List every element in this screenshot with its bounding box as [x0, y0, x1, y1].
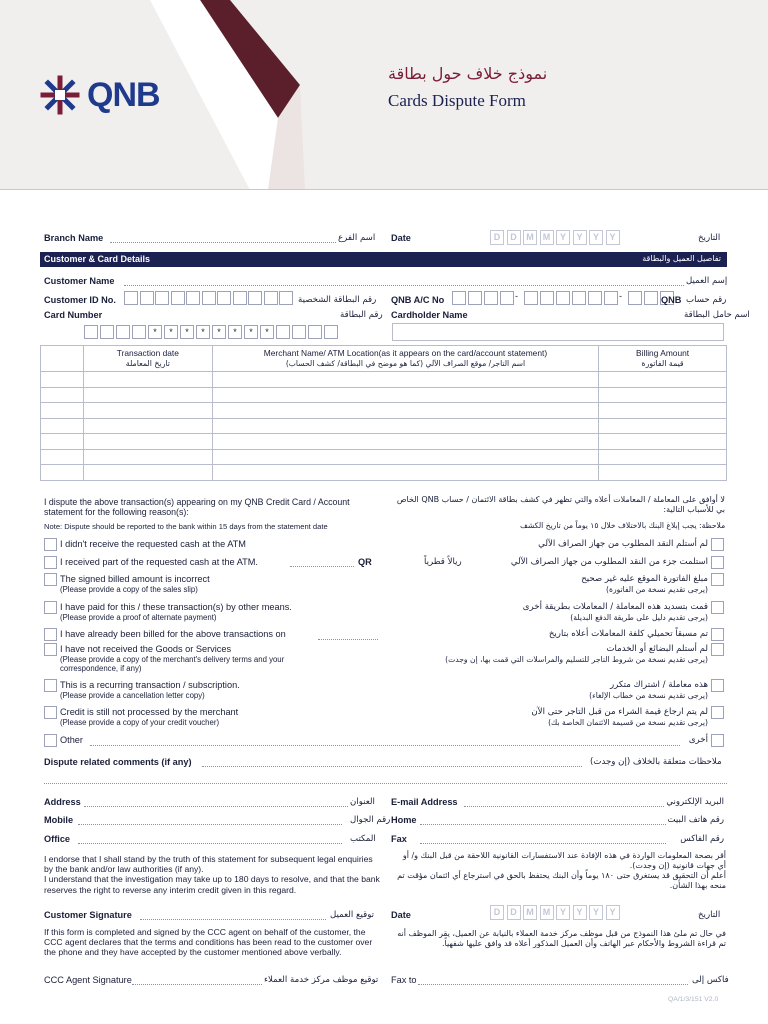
qr-label-ar: ريالاً قطرياً	[424, 557, 462, 567]
date-label: Date	[391, 233, 411, 243]
home-label: Home	[391, 815, 417, 825]
transaction-date-header-text: Transaction date	[116, 348, 179, 358]
form-header	[0, 0, 768, 190]
card-digit-box[interactable]: *	[260, 325, 274, 339]
reason-checkbox-ar[interactable]	[711, 628, 724, 641]
cardholder-name-field[interactable]	[392, 323, 724, 341]
index-cell[interactable]	[41, 465, 84, 481]
mobile-label-ar: رقم الجوال	[350, 815, 391, 825]
account-digit-box[interactable]	[572, 291, 586, 305]
transaction-date-cell[interactable]	[83, 434, 212, 450]
transaction-date-cell[interactable]	[83, 449, 212, 465]
form-code: QA/1/3/151 V2.0	[668, 996, 719, 1003]
merchant-name-cell[interactable]	[212, 403, 598, 419]
table-row	[41, 449, 727, 465]
reason-text: This is a recurring transaction / subscription.	[60, 680, 240, 690]
home-field[interactable]	[420, 824, 666, 825]
ccc-agent-note-ar: في حال تم ملئ هذا النموذج من قبل موظف مركز خدمة العملاء بالنيابة عن العميل، يقر الموظف أنه تم قراءة الشروط والأحكام عبر الهاتف وأن العميل المذكور أعلاه قد وافق عليها شفهياً.	[397, 929, 726, 948]
dispute-comments-field-line2[interactable]	[44, 783, 727, 784]
reason-text-ar: تم مسبقاً تحميلي كلفة المعاملات أعلاه بتاريخ	[548, 629, 708, 639]
transactions-table	[40, 345, 727, 481]
index-cell[interactable]	[41, 387, 84, 403]
customer-id-digit-box[interactable]	[171, 291, 185, 305]
reason-checkbox-ar[interactable]	[711, 706, 724, 719]
reason-checkbox[interactable]	[44, 734, 57, 747]
billing-amount-header	[599, 346, 727, 372]
fax-label: Fax	[391, 834, 407, 844]
reason-text-ar: لم أستلم البضائع أو الخدمات	[606, 644, 708, 654]
reason-checkbox-ar[interactable]	[711, 643, 724, 656]
email-label: E-mail Address	[391, 797, 458, 807]
signature-date-box[interactable]: M	[523, 905, 537, 920]
account-dash: -	[515, 291, 518, 301]
account-digit-box[interactable]	[484, 291, 498, 305]
section-title: Customer & Card Details	[44, 254, 151, 264]
fax-to-field[interactable]	[418, 984, 688, 985]
ccc-agent-signature-field[interactable]	[132, 984, 262, 985]
customer-id-digit-box[interactable]	[264, 291, 278, 305]
reason-checkbox-ar[interactable]	[711, 556, 724, 569]
card-number-label: Card Number	[44, 310, 103, 320]
billing-amount-cell[interactable]	[599, 387, 727, 403]
signature-date-box[interactable]: Y	[589, 905, 603, 920]
account-digit-box[interactable]	[524, 291, 538, 305]
office-label-ar: المكتب	[350, 834, 376, 844]
customer-id-digit-box[interactable]	[248, 291, 262, 305]
reason-text-ar: لم أستلم النقد المطلوب من جهاز الصراف الآلي	[538, 539, 708, 549]
reason-text-ar: هذه معاملة / اشتراك متكرر	[609, 680, 708, 690]
reason-checkbox[interactable]	[44, 601, 57, 614]
reason-subtext: (Please provide a copy of your credit voucher)	[60, 718, 220, 727]
form-title-ar: نموذج خلاف حول بطاقة	[388, 64, 548, 83]
card-digit-box[interactable]	[84, 325, 98, 339]
card-digit-box[interactable]	[276, 325, 290, 339]
reason-subtext-ar: (يرجى تقديم نسخة من شروط التاجر للتسليم والمراسلات التي قمت بها، إن وجدت)	[445, 655, 708, 664]
dispute-note: Note: Dispute should be reported to the bank within 15 days from the statement date	[44, 522, 328, 531]
branch-name-field[interactable]	[110, 242, 336, 243]
customer-name-label: Customer Name	[44, 276, 115, 286]
reason-checkbox-ar[interactable]	[711, 573, 724, 586]
transaction-date-cell[interactable]	[83, 403, 212, 419]
merchant-name-cell[interactable]	[212, 465, 598, 481]
address-label: Address	[44, 797, 81, 807]
merchant-name-header-text: Merchant Name/ ATM Location(as it appears on the card/account statement)	[263, 348, 548, 358]
account-digit-box[interactable]	[500, 291, 514, 305]
account-digit-box[interactable]	[644, 291, 658, 305]
qnb-logo-icon	[40, 75, 80, 115]
branch-name-label: Branch Name	[44, 233, 104, 243]
merchant-name-header	[212, 346, 598, 372]
signature-date-label-ar: التاريخ	[698, 910, 721, 920]
transaction-date-cell[interactable]	[83, 372, 212, 388]
reason-checkbox[interactable]	[44, 573, 57, 586]
reason-checkbox[interactable]	[44, 556, 57, 569]
fax-to-label-ar: فاكس إلى	[692, 975, 729, 985]
reason-checkbox[interactable]	[44, 643, 57, 656]
branch-name-label-ar: اسم الفرع	[338, 233, 376, 243]
account-digit-box[interactable]	[452, 291, 466, 305]
merchant-name-cell[interactable]	[212, 387, 598, 403]
account-digit-box[interactable]	[468, 291, 482, 305]
reason-checkbox[interactable]	[44, 538, 57, 551]
table-row	[41, 434, 727, 450]
signature-date-box[interactable]: Y	[606, 905, 620, 920]
transaction-date-header	[83, 346, 212, 372]
home-label-ar: رقم هاتف البيت	[667, 815, 724, 825]
customer-id-label: Customer ID No.	[44, 295, 116, 305]
cardholder-name-label-ar: اسم حامل البطاقة	[684, 310, 750, 320]
top-date-box[interactable]: Y	[573, 230, 587, 245]
customer-id-digit-box[interactable]	[202, 291, 216, 305]
index-cell[interactable]	[41, 418, 84, 434]
card-digit-box[interactable]	[132, 325, 146, 339]
top-date-box[interactable]: Y	[589, 230, 603, 245]
card-digit-box[interactable]	[116, 325, 130, 339]
reason-text: I have not received the Goods or Services	[60, 644, 232, 654]
table-index-header	[41, 346, 84, 372]
merchant-name-cell[interactable]	[212, 372, 598, 388]
reason-text-ar: مبلغ الفاتورة الموقع عليه غير صحيح	[581, 574, 708, 584]
card-digit-box[interactable]: *	[164, 325, 178, 339]
customer-id-label-ar: رقم البطاقة الشخصية	[298, 295, 377, 305]
account-digit-box[interactable]	[540, 291, 554, 305]
reason-subtext-ar: (يرجى تقديم نسخة من خطاب الإلغاء)	[589, 691, 708, 700]
table-row	[41, 418, 727, 434]
endorsement-text: I endorse that I shall stand by the truth of this statement for subsequent legal enquiries by the bank and/or law authorities (if any). I understand that the investigation may take up to 180 days to resolve, and that the bank reserves the right to reverse any interim credit given in this regard.	[44, 854, 380, 895]
signature-date-box[interactable]: D	[490, 905, 504, 920]
reason-text: The signed billed amount is incorrect	[60, 574, 210, 584]
endorsement-text-ar: أقر بصحة المعلومات الواردة في هذه الإفادة عند الاستفسارات القانونية اللاحقة من قبل البنك و/ أو أي جهات قانونية (إن وجدت). أعلم أن التحقيق قد يستغرق حتى ١٨٠ يوماً وأن البنك يحتفظ بالحق في استرجاع أي ائتمان مؤقت تم منحه بهذا الشأن.	[397, 851, 726, 890]
other-reason-field[interactable]	[90, 745, 680, 746]
index-cell[interactable]	[41, 403, 84, 419]
billing-amount-cell[interactable]	[599, 434, 727, 450]
customer-id-digit-box[interactable]	[124, 291, 138, 305]
reason-subtext: (Please provide a proof of alternate payment)	[60, 613, 217, 622]
transaction-date-header-ar: تاريخ المعاملة	[125, 359, 170, 368]
billed-date-field[interactable]	[318, 639, 378, 640]
office-field[interactable]	[78, 843, 342, 844]
reason-subtext: (Please provide a copy of the merchant's delivery terms and your correspondence, if any)	[60, 655, 285, 674]
reason-text: Other	[60, 735, 83, 745]
billing-amount-header-ar: قيمة الفاتورة	[641, 359, 684, 368]
reason-text: Credit is still not processed by the merchant	[60, 707, 239, 717]
reason-subtext: (Please provide a cancellation letter copy)	[60, 691, 205, 700]
reason-subtext-ar: (يرجى تقديم نسخة من الفاتورة)	[606, 585, 708, 594]
reason-subtext: (Please provide a copy of the sales slip)	[60, 585, 198, 594]
fax-to-label: Fax to	[391, 975, 417, 985]
fax-label-ar: رقم الفاكس	[680, 834, 724, 844]
date-label-ar: التاريخ	[698, 233, 721, 243]
merchant-name-cell[interactable]	[212, 449, 598, 465]
form-title: Cards Dispute Form	[388, 91, 526, 110]
email-field[interactable]	[464, 806, 664, 807]
reason-text-ar: قمت بتسديد هذه المعاملة / المعاملات بطريقة أخرى	[522, 602, 708, 612]
card-digit-box[interactable]	[308, 325, 322, 339]
logo-wordmark: QNB	[87, 76, 160, 114]
account-digit-box[interactable]	[556, 291, 570, 305]
reason-checkbox-ar[interactable]	[711, 679, 724, 692]
reason-text-ar: أخرى	[688, 735, 708, 745]
card-digit-box[interactable]: *	[228, 325, 242, 339]
account-digit-box[interactable]	[628, 291, 642, 305]
reason-checkbox[interactable]	[44, 628, 57, 641]
fax-field[interactable]	[420, 843, 666, 844]
card-digit-box[interactable]	[324, 325, 338, 339]
customer-signature-field[interactable]	[140, 919, 326, 920]
customer-id-digit-box[interactable]	[233, 291, 247, 305]
customer-id-digit-box[interactable]	[217, 291, 231, 305]
billing-amount-cell[interactable]	[599, 449, 727, 465]
reason-subtext-ar: (يرجى تقديم نسخة من قسيمة الائتمان الخاصة بك)	[548, 718, 708, 727]
qnb-account-label-right: QNB	[661, 295, 682, 305]
reason-text: I didn't receive the requested cash at the ATM	[60, 539, 246, 549]
merchant-name-cell[interactable]	[212, 434, 598, 450]
table-row	[41, 465, 727, 481]
top-date-box[interactable]: D	[507, 230, 521, 245]
reason-text: I have paid for this / these transaction(s) by other means.	[60, 602, 292, 612]
customer-id-digit-box[interactable]	[186, 291, 200, 305]
qnb-account-label-ar: رقم حساب	[686, 295, 727, 305]
card-number-label-ar: رقم البطاقة	[340, 310, 383, 320]
table-row	[41, 403, 727, 419]
billing-amount-cell[interactable]	[599, 418, 727, 434]
customer-name-label-ar: إسم العميل	[686, 276, 728, 286]
transaction-date-cell[interactable]	[83, 465, 212, 481]
reason-checkbox-ar[interactable]	[711, 734, 724, 747]
top-date-box[interactable]: Y	[606, 230, 620, 245]
dispute-intro-ar: لا أوافق على المعاملة / المعاملات أعلاه والتي تظهر في كشف بطاقة الائتمان / حساب QNB الخاص بي للأسباب التالية:	[396, 495, 725, 514]
dispute-note-ar: ملاحظة: يجب إبلاغ البنك بالاختلاف خلال ١٥ يوماً من تاريخ الكشف	[520, 521, 726, 530]
qnb-account-label: QNB A/C No	[391, 295, 445, 305]
signature-date-box[interactable]: D	[507, 905, 521, 920]
account-dash: -	[619, 291, 622, 301]
ccc-agent-signature-label: CCC Agent Signature	[44, 975, 132, 985]
card-digit-box[interactable]: *	[244, 325, 258, 339]
customer-name-field[interactable]	[124, 285, 684, 286]
partial-cash-amount-field[interactable]	[290, 566, 354, 567]
merchant-name-cell[interactable]	[212, 418, 598, 434]
card-digit-box[interactable]: *	[148, 325, 162, 339]
signature-date-box[interactable]: Y	[573, 905, 587, 920]
signature-date-box[interactable]: Y	[556, 905, 570, 920]
index-cell[interactable]	[41, 449, 84, 465]
table-row	[41, 372, 727, 388]
table-header-row	[41, 346, 727, 372]
transaction-date-cell[interactable]	[83, 387, 212, 403]
reason-subtext-ar: (يرجى تقديم دليل على طريقة الدفع البديلة)	[570, 613, 708, 622]
top-date-box[interactable]: M	[540, 230, 554, 245]
account-digit-box[interactable]	[588, 291, 602, 305]
reason-checkbox-ar[interactable]	[711, 538, 724, 551]
card-digit-box[interactable]	[292, 325, 306, 339]
reason-text-ar: لم يتم ارجاع قيمة الشراء من قبل التاجر حتى الآن	[531, 707, 708, 717]
billing-amount-cell[interactable]	[599, 372, 727, 388]
customer-signature-label: Customer Signature	[44, 910, 132, 920]
reason-checkbox[interactable]	[44, 679, 57, 692]
dispute-comments-label: Dispute related comments (if any)	[44, 757, 192, 767]
qr-label: QR	[358, 557, 372, 567]
reason-text: I have already been billed for the above transactions on	[60, 629, 286, 639]
section-title-ar: تفاصيل العميل والبطاقة	[642, 254, 721, 263]
reason-text: I received part of the requested cash at the ATM.	[60, 557, 258, 567]
transaction-date-cell[interactable]	[83, 418, 212, 434]
customer-signature-label-ar: توقيع العميل	[330, 910, 375, 920]
reason-checkbox-ar[interactable]	[711, 601, 724, 614]
billing-amount-header-text: Billing Amount	[636, 348, 690, 358]
address-label-ar: العنوان	[350, 797, 375, 807]
billing-amount-cell[interactable]	[599, 465, 727, 481]
address-field[interactable]	[84, 806, 348, 807]
dispute-comments-label-ar: ملاحظات متعلقة بالخلاف (إن وجدت)	[590, 757, 722, 767]
customer-id-digit-box[interactable]	[140, 291, 154, 305]
customer-card-section-bar	[40, 252, 727, 267]
signature-date-label: Date	[391, 910, 411, 920]
dispute-intro: I dispute the above transaction(s) appearing on my QNB Credit Card / Account statement for the following reason(s):	[44, 497, 350, 518]
cardholder-name-label: Cardholder Name	[391, 310, 468, 320]
signature-date-box[interactable]: M	[540, 905, 554, 920]
card-digit-box[interactable]: *	[212, 325, 226, 339]
top-date-box[interactable]: D	[490, 230, 504, 245]
mobile-label: Mobile	[44, 815, 74, 825]
customer-id-digit-box[interactable]	[155, 291, 169, 305]
mobile-field[interactable]	[78, 824, 342, 825]
top-date-box[interactable]: Y	[556, 230, 570, 245]
account-digit-box[interactable]	[604, 291, 618, 305]
card-digit-box[interactable]: *	[196, 325, 210, 339]
ccc-agent-note: If this form is completed and signed by the CCC agent on behalf of the customer, the CCC agent declares that the terms and conditions has been read to the customer over the phone and they have accepted by the customer mentioned above verbally.	[44, 927, 373, 958]
top-date-box[interactable]: M	[523, 230, 537, 245]
merchant-name-header-ar: اسم التاجر/ موقع الصراف الآلي (كما هو موضح في البطاقة/ كشف الحساب)	[285, 359, 526, 368]
reason-checkbox[interactable]	[44, 706, 57, 719]
index-cell[interactable]	[41, 434, 84, 450]
header-white-panel	[150, 0, 278, 190]
reason-text-ar: استلمت جزء من النقد المطلوب من جهاز الصراف الآلي	[510, 557, 708, 567]
index-cell[interactable]	[41, 372, 84, 388]
table-row	[41, 387, 727, 403]
dispute-comments-field[interactable]	[202, 766, 582, 767]
office-label: Office	[44, 834, 71, 844]
email-label-ar: البريد الإلكتروني	[666, 797, 724, 807]
customer-id-digit-box[interactable]	[279, 291, 293, 305]
card-digit-box[interactable]	[100, 325, 114, 339]
billing-amount-cell[interactable]	[599, 403, 727, 419]
ccc-agent-signature-label-ar: توقيع موظف مركز خدمة العملاء	[264, 975, 379, 985]
card-digit-box[interactable]: *	[180, 325, 194, 339]
